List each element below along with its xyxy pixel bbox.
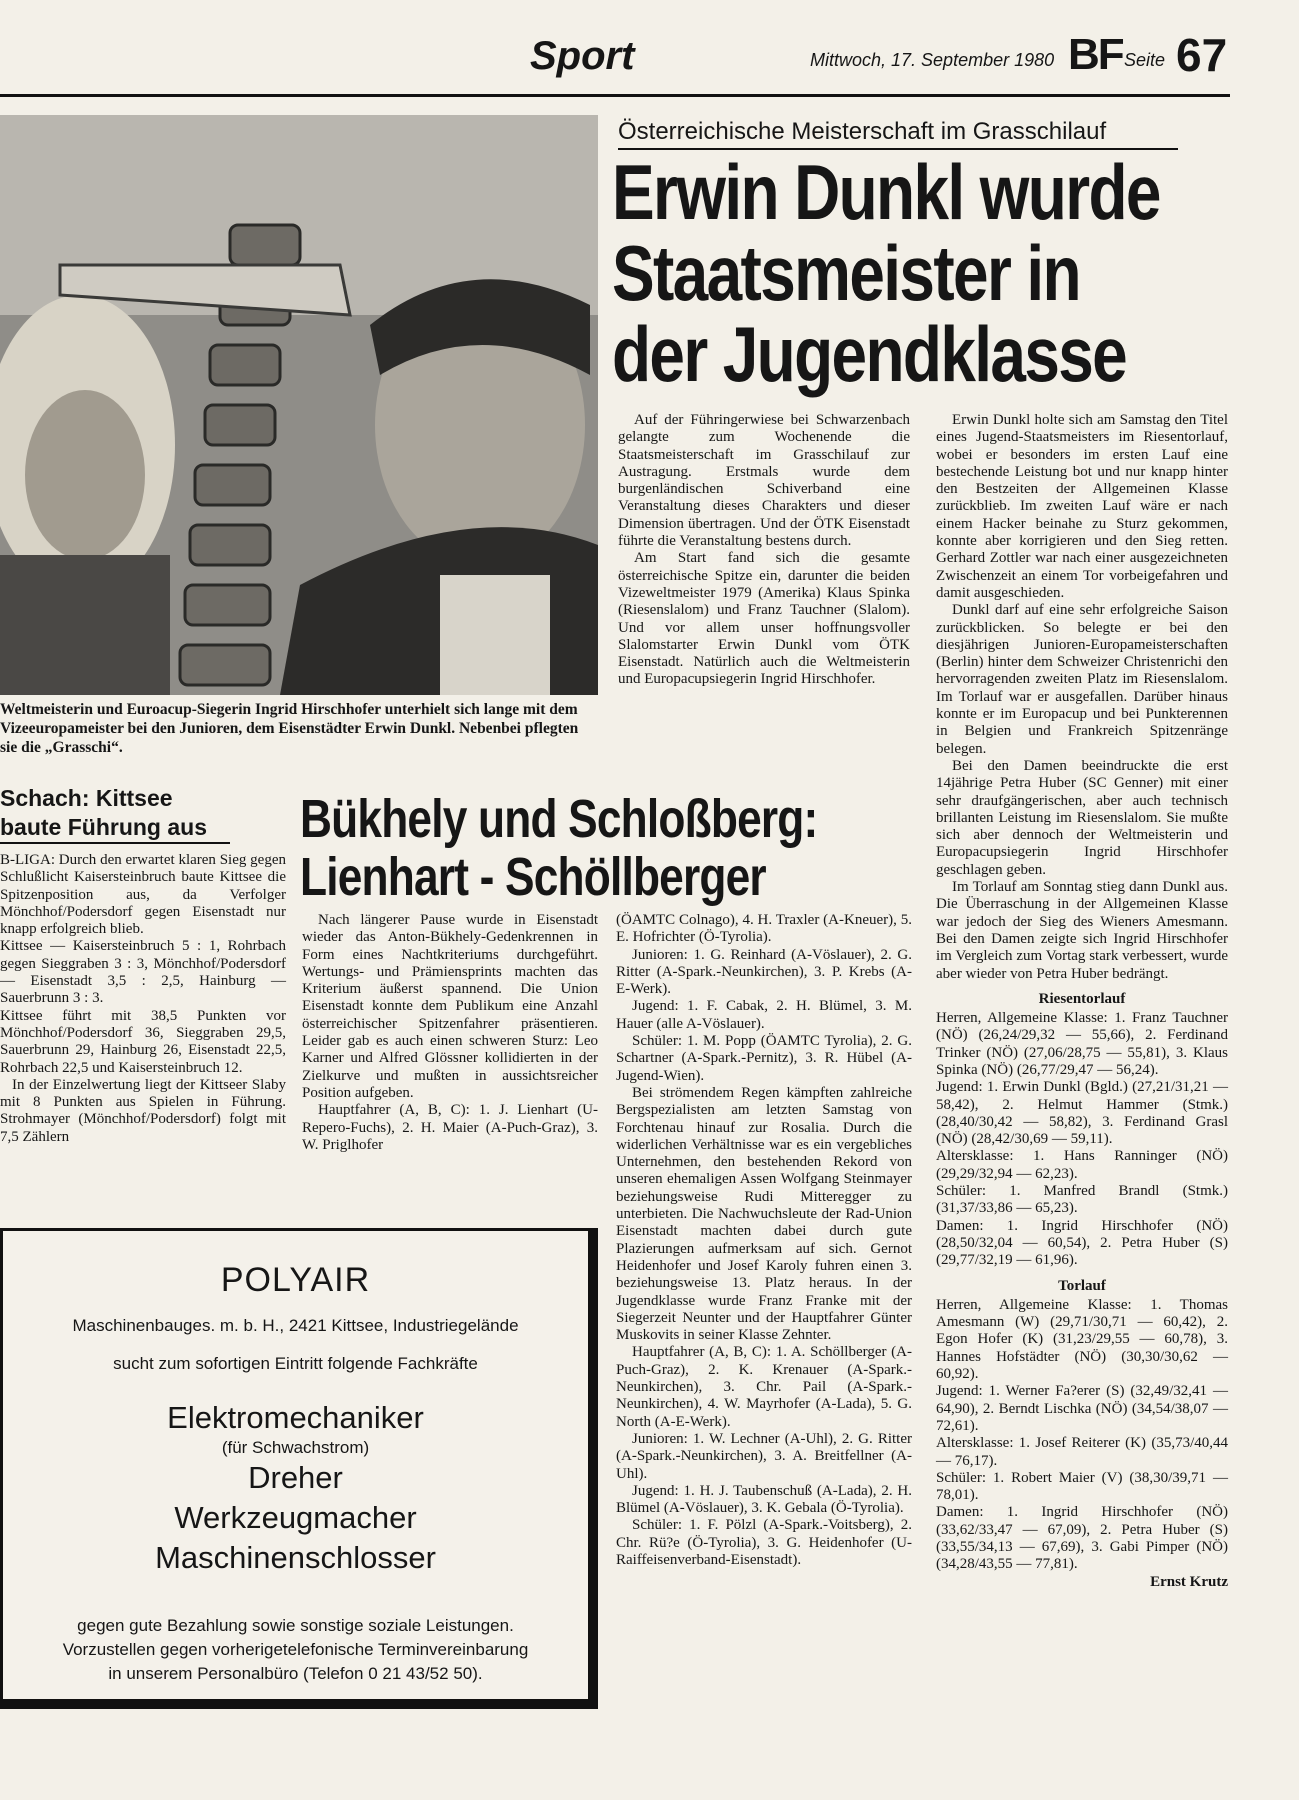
result-entry: Herren, Allgemeine Klasse: 1. Thomas Amesmann (W) (29,71/30,71 — 60,42), 2. Egon Hofer (K) (31,23/29,55 — 60,78), 3. Hannes Hofstädter (NÖ) (30,30/30,62 — 60,92). — [936, 1296, 1228, 1383]
paragraph: In der Einzelwertung liegt der Kittseer Slaby mit 8 Punkten aus Spielen in Führung. Strohmayer (Mönchhof/Podersdorf) folgt mit 7,5 Zählern — [0, 1076, 286, 1145]
page-label: Seite — [1124, 50, 1166, 70]
ad-contact: Vorzustellen gegen vorherigetelefonische Terminvereinbarung — [62, 1640, 529, 1659]
ad-address: Maschinenbauges. m. b. H., 2421 Kittsee, Industriegelände — [72, 1316, 519, 1335]
paragraph: (ÖAMTC Colnago), 4. H. Traxler (A-Kneuer), 5. E. Hofrichter (Ö-Tyrolia). — [616, 912, 912, 946]
dateline: Mittwoch, 17. September 1980 — [810, 50, 1055, 70]
paragraph: Schüler: 1. F. Pölzl (A-Spark.-Voitsberg), 2. Chr. Rü?e (Ö-Tyrolia), 3. G. Heidenhofer (U-Raiffeisenverband-Eisenstadt). — [616, 1517, 912, 1568]
headline-line: Erwin Dunkl wurde — [612, 148, 1160, 236]
headline-line: der Jugendklasse — [612, 310, 1127, 398]
ad-job: Dreher — [248, 1460, 343, 1495]
result-entry: Altersklasse: 1. Hans Ranninger (NÖ) (29,29/32,94 — 62,23). — [936, 1148, 1228, 1182]
paragraph: Bei strömendem Regen kämpften zahlreiche Bergspezialisten am letzten Samstag von Forchtenau hinauf zur Rosalia. Durch die widerlichen Verhältnisse war es ein vergebliches Unternehmen, den bestehenden Rekord von unseren ehemaligen Assen Wolfgang Steinmayer beziehungsweise Rudi Mitteregger zu unterbieten. Die Nachwuchsleute der Rad-Union Eisenstadt machten dabei durch gute Plazierungen aufmerksam auf sich. Gernot Heidenhofer und Josef Karoly fuhren einen 3. beziehungsweise 13. Platz heraus. In der Jugendklasse wurde Franz Franke mit der Siegerzeit Neunter und der Hauptfahrer Günter Muskovits in seiner Klasse Zehnter. — [616, 1084, 912, 1344]
ad-job: Werkzeugmacher — [174, 1500, 417, 1535]
main-headline — [612, 148, 1160, 398]
ad-company: POLYAIR — [220, 1261, 371, 1299]
author: Ernst Krutz — [1150, 1573, 1228, 1590]
paragraph: Hauptfahrer (A, B, C): 1. A. Schöllberger (A-Puch-Graz), 2. K. Krenauer (A-Spark.-Neunkirchen), 3. Chr. Pail (A-Spark.-Neunkirchen), 4. W. Mayrhofer (A-Lada), 5. G. North (A-E-Werk). — [616, 1344, 912, 1430]
headline-line: Staatsmeister in — [612, 229, 1080, 317]
headline-line: Lienhart - Schöllberger — [300, 847, 766, 907]
paragraph: Am Start fand sich die gesamte österreichische Spitze ein, darunter die beiden Vizeweltmeister 1979 (Amerika) Klaus Spinka (Riesenslalom) und Franz Tauchner (Slalom). Und vor allem unser hoffnungsvoller Slalomstarter Erwin Dunkl vom ÖTK Eisenstadt. Natürlich auch die Weltmeisterin und Europacupsiegerin Ingrid Hirschhofer. — [618, 550, 910, 688]
results-heading: Torlauf — [1058, 1277, 1106, 1294]
cycling-column-1 — [302, 912, 598, 1154]
result-entry: Damen: 1. Ingrid Hirschhofer (NÖ) (28,50/32,04 — 60,54), 2. Petra Huber (S) (29,77/32,19 — 61,96). — [936, 1217, 1228, 1269]
newspaper-logo: BF — [1068, 30, 1123, 79]
paragraph: Jugend: 1. H. J. Taubenschuß (A-Lada), 2. H. Blümel (A-Vöslauer), 3. K. Gebala (Ö-Tyrolia). — [616, 1482, 912, 1517]
paragraph: B-LIGA: Durch den erwartet klaren Sieg gegen Schlußlicht Kaisersteinbruch baute Kittsee die Spitzenposition aus, da Verfolger Mönchhof/Podersdorf gegen Eisenstadt nur knapp erfolgreich blieb. — [0, 852, 286, 938]
section-title: Sport — [530, 34, 635, 78]
paragraph: Bei den Damen beeindruckte die erst 14jährige Petra Huber (SC Genner) mit einer sehr draufgängerischen, aber auch technisch brillanten Leistung im Riesenslalom. Sie mußte sich aber dennoch der Weltmeisterin und Europacupsiegerin Ingrid Hirschhofer geschlagen geben. — [936, 757, 1228, 878]
paragraph: Erwin Dunkl holte sich am Samstag den Titel eines Jugend-Staatsmeisters im Riesentorlauf, wobei er besonders im ersten Lauf eine bestechende Leistung bot und nur knapp hinter den Bestzeiten der Allgemeinen Klasse zurückblieb. Im zweiten Lauf wäre er nach einem Hacker beinahe zu Sturz gekommen, konnte aber korrigieren und den Sieg retten. Gerhard Zottler war nach einer ausgezeichneten Zwischenzeit an einem Tor vorbeigefahren und damit ausgeschieden. — [936, 412, 1228, 601]
schach-column — [0, 852, 286, 1146]
job-advertisement — [0, 1228, 598, 1709]
result-entry: Schüler: 1. Manfred Brandl (Stmk.) (31,37/33,86 — 65,23). — [936, 1183, 1228, 1217]
page-number: 67 — [1176, 29, 1228, 81]
cycling-column-2 — [616, 912, 912, 1569]
result-entry: Altersklasse: 1. Josef Reiterer (K) (35,73/40,44 — 76,17). — [936, 1435, 1228, 1469]
ad-benefits: gegen gute Bezahlung sowie sonstige soziale Leistungen. — [77, 1616, 514, 1635]
paragraph: Im Torlauf am Sonntag stieg dann Dunkl aus. Die Überraschung in der Allgemeinen Klasse war jedoch der Sieg des Wieners Amesmann. Bei den Damen zeigte sich Ingrid Hirschhofer im Vergleich zum Vortag stark verbessert, wurde aber wieder von Petra Huber bedrängt. — [936, 879, 1228, 982]
headline-line: Schach: Kittsee — [0, 785, 173, 811]
article-photo — [0, 115, 598, 695]
result-entry: Jugend: 1. Werner Fa?erer (S) (32,49/32,41 — 64,90), 2. Berndt Lischka (NÖ) (34,54/38,07 — 72,61). — [936, 1383, 1228, 1434]
paragraph: Hauptfahrer (A, B, C): 1. J. Lienhart (U-Repero-Fuchs), 2. H. Maier (A-Puch-Graz), 3. W. Priglhofer — [302, 1102, 598, 1153]
cycling-headline — [300, 790, 874, 906]
paragraph: Auf der Führingerwiese bei Schwarzenbach gelangte zum Wochenende die Staatsmeisterschaft im Grasschilauf zur Austragung. Erstmals wurde dem burgenländischen Schiverband eine Veranstaltung dieses Charakters und dieser Dimension übertragen. Und der ÖTK Eisenstadt führte die Veranstaltung bestens durch. — [618, 412, 910, 550]
result-entry: Schüler: 1. Robert Maier (V) (38,30/39,71 — 78,01). — [936, 1469, 1228, 1504]
paragraph: Kittsee führt mit 38,5 Punkten vor Mönchhof/Podersdorf 36, Sieggraben 29,5, Sauerbrunn 29, Hainburg 26, Eisenstadt 22,5, Rohrbach 22,5 und Kaisersteinbruch 12. — [0, 1007, 286, 1076]
paragraph: Junioren: 1. W. Lechner (A-Uhl), 2. G. Ritter (A-Spark.-Neunkirchen), 3. A. Breitfellner (A-Uhl). — [616, 1430, 912, 1482]
article-kicker: Österreichische Meisterschaft im Grasschilauf — [618, 118, 1178, 150]
headline-line: baute Führung aus — [0, 814, 207, 840]
paragraph: Junioren: 1. G. Reinhard (A-Vöslauer), 2. G. Ritter (A-Spark.-Neunkirchen), 3. P. Krebs (A-E-Werk). — [616, 946, 912, 998]
result-entry: Jugend: 1. Erwin Dunkl (Bgld.) (27,21/31,21 — 58,42), 2. Helmut Hammer (Stmk.) (28,40/30,42 — 58,82), 3. Ferdinand Grasl (NÖ) (28,42/30,69 — 59,11). — [936, 1079, 1228, 1148]
photo-image — [0, 115, 598, 695]
results-section — [936, 991, 1228, 1591]
photo-caption: Weltmeisterin und Euroacup-Siegerin Ingrid Hirschhofer unterhielt sich lange mit dem Vizeeuropameister bei den Junioren, dem Eisenstädter Erwin Dunkl. Nebenbei pflegten sie die „Grasschi“. — [0, 701, 579, 756]
ad-intro: sucht zum sofortigen Eintritt folgende Fachkräfte — [113, 1354, 478, 1373]
ad-phone: in unserem Personalbüro (Telefon 0 21 43/52 50). — [108, 1664, 483, 1683]
ad-job: Elektromechaniker — [167, 1400, 424, 1435]
headline-line: Bükhely und Schloßberg: — [300, 789, 818, 849]
paragraph: Schüler: 1. M. Popp (ÖAMTC Tyrolia), 2. G. Schartner (A-Spark.-Pernitz), 3. R. Hübel (A-Jugend-Wien). — [616, 1033, 912, 1084]
results-heading: Riesentorlauf — [1038, 990, 1126, 1007]
paragraph: Kittsee — Kaisersteinbruch 5 : 1, Rohrbach gegen Sieggraben 3 : 3, Mönchhof/Podersdorf — Eisenstadt 3,5 : 2,5, Hainburg — Sauerbrunn 3 : 3. — [0, 938, 286, 1007]
paragraph: Jugend: 1. F. Cabak, 2. H. Blümel, 3. M. Hauer (alle A-Vöslauer). — [616, 998, 912, 1032]
ad-job-note: (für Schwachstrom) — [221, 1438, 370, 1457]
ad-job: Maschinenschlosser — [155, 1540, 436, 1575]
paragraph: Dunkl darf auf eine sehr erfolgreiche Saison zurückblicken. So belegte er bei den diesjährigen Junioren-Europameisterschaften (Berlin) hinter dem Schweizer Christenrichi den hervorragenden zweiten Platz im Riesenslalom. Im Torlauf war er ausgefallen. Darüber hinaus konnte er im Europacup und bei Punkterennen in Belgien und Frankreich Spitzenränge belegen. — [936, 602, 1228, 757]
paragraph: Nach längerer Pause wurde in Eisenstadt wieder das Anton-Bükhely-Gedenkrennen in Form eines Nachtkriteriums durchgeführt. Wertungs- und Prämiensprints machten das Kriterium äußerst spannend. Die Union Eisenstadt konnte dem Publikum eine Anzahl österreichischer Spitzenfahrer präsentieren. Leider gab es auch einen schweren Sturz: Leo Karner und Alfred Glössner kollidierten in der Zielkurve und mußten in aussichtsreicher Position aufgeben. — [302, 912, 598, 1101]
result-entry: Damen: 1. Ingrid Hirschhofer (NÖ) (33,62/33,47 — 67,09), 2. Petra Huber (S) (33,55/34,13 — 67,69), 3. Gabi Pimper (NÖ) (34,28/43,55 — 77,81). — [936, 1504, 1228, 1573]
result-entry: Herren, Allgemeine Klasse: 1. Franz Tauchner (NÖ) (26,24/29,32 — 55,66), 2. Ferdinand Trinker (NÖ) (27,06/28,75 — 55,81), 3. Klaus Spinka (NÖ) (26,77/29,47 — 56,24). — [936, 1010, 1228, 1078]
schach-headline — [0, 784, 230, 844]
main-article-column-1 — [618, 412, 910, 689]
main-article-column-2 — [936, 412, 1228, 1591]
